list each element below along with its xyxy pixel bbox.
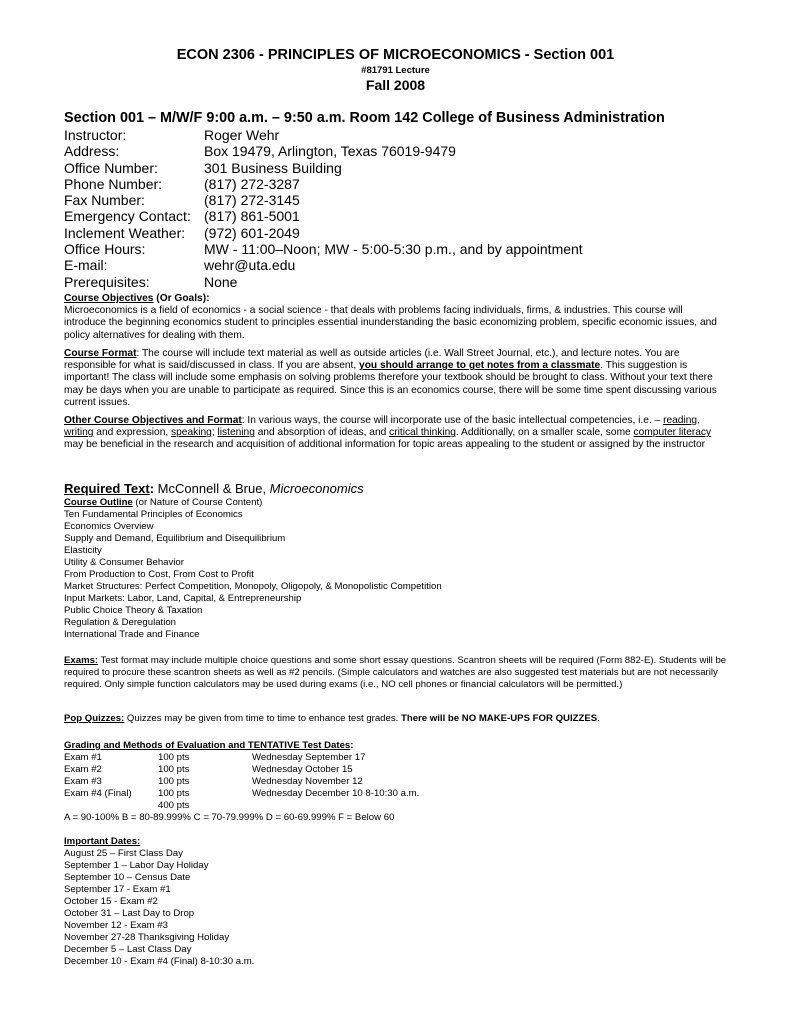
exam-points: 100 pts — [158, 776, 190, 787]
info-label: Prerequisites: — [64, 273, 150, 290]
speaking-term: speaking — [171, 427, 212, 439]
exam-name: Exam #2 — [64, 764, 102, 775]
objectives-text: Microeconomics is a field of economics - a social science - that deals with problems facing individuals, firms, & industries. This course will introduce the beginning economics student to principles essential inunderstanding the basic economizing problem, specific economic issues, and policy alternatives for dealing with them. — [64, 305, 717, 341]
email-value[interactable]: wehr@uta.edu — [204, 257, 296, 274]
course-title: ECON 2306 - PRINCIPLES OF MICROECONOMICS - Section 001 — [176, 47, 615, 63]
outline-heading-rest: (or Nature of Course Content) — [132, 497, 263, 508]
exam-name: Exam #4 (Final) — [64, 788, 132, 799]
exams-heading: Exams: — [64, 655, 99, 666]
format-emphasis: you should arrange to get notes from a classmate — [359, 360, 601, 372]
other-text-3: and absorption of ideas, and — [254, 427, 390, 439]
info-label: Emergency Contact: — [64, 208, 191, 225]
list-item: Input Markets: Labor, Land, Capital, & Entrepreneurship — [64, 593, 302, 604]
info-label: E-mail: — [64, 257, 108, 274]
exam-points: 100 pts — [158, 752, 190, 763]
required-text-authors: McConnell & Brue, — [154, 481, 270, 496]
info-value: (817) 272-3145 — [204, 192, 300, 209]
separator: , — [697, 415, 700, 426]
separator: ; — [211, 427, 218, 439]
list-item: International Trade and Finance — [64, 629, 200, 640]
info-value: 301 Business Building — [204, 159, 342, 176]
required-text-label: Required Text — [64, 481, 150, 496]
info-label: Fax Number: — [64, 192, 145, 209]
format-text-2: . This suggestion is important! The class will include some emphasis on solving problems therefore your textbook should be brought to class. Without your text there may be days when you are unable to participate as required. Since this is an economics course, there will be some time spent discussing various current issues. — [64, 360, 717, 408]
info-label: Instructor: — [64, 127, 127, 143]
quizzes-bold: There will be NO MAKE-UPS FOR QUIZZES — [400, 713, 598, 724]
info-label: Phone Number: — [64, 175, 163, 192]
format-text: : The course will include text material as well as outside articles (i.e. Wall Street Journal, etc.), and lecture notes. You are responsible for what is said/discussed in class. If you are absent, — [64, 348, 680, 372]
outline-heading: Course Outline — [64, 497, 133, 508]
objectives-section — [64, 293, 726, 342]
list-item: October 15 - Exam #2 — [64, 896, 158, 907]
info-value: MW - 11:00–Noon; MW - 5:00-5:30 p.m., and by appointment — [204, 241, 583, 258]
info-value: (817) 861-5001 — [204, 208, 300, 225]
required-text-book: Microeconomics — [269, 481, 364, 496]
list-item: Public Choice Theory & Taxation — [64, 605, 203, 616]
important-dates-heading: Important Dates: — [64, 836, 141, 847]
info-value: None — [204, 273, 238, 290]
info-label: Inclement Weather: — [64, 224, 186, 241]
info-value: Roger Wehr — [204, 127, 280, 143]
critical-thinking-term: critical thinking — [389, 427, 456, 439]
exam-date: Wednesday November 12 — [252, 776, 363, 787]
list-item: October 31 – Last Day to Drop — [64, 908, 195, 919]
list-item: Utility & Consumer Behavior — [64, 557, 184, 568]
writing-term: writing — [64, 427, 94, 439]
grade-scale-text: A = 90-100% B = 80-89.999% C = 70-79.999% D = 60-69.999% F = Below 60 — [64, 812, 395, 823]
list-item: Regulation & Deregulation — [64, 617, 177, 628]
objectives-heading: Course Objectives — [64, 293, 154, 304]
info-value: (817) 272-3287 — [204, 175, 300, 192]
other-heading: Other Course Objectives and Format — [64, 415, 242, 426]
list-item: August 25 – First Class Day — [64, 848, 183, 859]
exams-section — [64, 655, 734, 691]
exams-text: Test format may include multiple choice questions and some short essay questions. Scantron sheets will be required (Form 882-E). Students will be required to procure these scantron sheets as well as #2 pencils. (Simple calculators and watches are also suggested test materials but are not necessarily required. Only simple function calculators may be used during exams (i.e., NO cell phones or financial calculators will be permitted.) — [64, 655, 727, 690]
list-item: Market Structures: Perfect Competition, Monopoly, Oligopoly, & Monopolistic Competition — [64, 581, 442, 592]
listening-term: listening — [217, 427, 255, 439]
other-text-2: and expression, — [93, 427, 172, 439]
format-section — [64, 348, 726, 409]
quizzes-section — [64, 713, 734, 725]
list-item: Economics Overview — [64, 521, 154, 532]
other-text-4: . Additionally, on a smaller scale, some — [455, 427, 634, 439]
outline-heading-row — [64, 497, 442, 509]
list-item: November 27-28 Thanksgiving Holiday — [64, 932, 230, 943]
other-text-5: may be beneficial in the research and acquisition of additional information for topic areas appealing to the student or assigned by the instructor — [64, 439, 706, 451]
info-label: Office Hours: — [64, 241, 146, 258]
other-objectives-section — [64, 415, 726, 452]
course-outline — [64, 497, 442, 641]
objectives-heading-rest: (Or Goals): — [153, 293, 210, 304]
grading-heading-row — [64, 740, 734, 752]
list-item: September 1 – Labor Day Holiday — [64, 860, 209, 871]
exam-date: Wednesday December 10 8-10:30 a.m. — [252, 788, 420, 799]
total-points: 400 pts — [158, 800, 190, 811]
info-value: (972) 601-2049 — [204, 224, 300, 241]
grading-heading-colon: : — [350, 740, 354, 751]
list-item: Ten Fundamental Principles of Economics — [64, 509, 243, 520]
info-label: Office Number: — [64, 159, 158, 176]
exam-date: Wednesday September 17 — [252, 752, 366, 763]
required-text-colon: : — [149, 481, 155, 496]
list-item: December 5 – Last Class Day — [64, 944, 192, 955]
section-line: Section 001 – M/W/F 9:00 a.m. – 9:50 a.m. Room 142 College of Business Administration — [64, 110, 665, 126]
grading-heading: Grading and Methods of Evaluation and TENTATIVE Test Dates — [64, 740, 351, 751]
info-label: Address: — [64, 143, 120, 160]
exam-name: Exam #1 — [64, 752, 102, 763]
exam-points: 100 pts — [158, 788, 190, 799]
format-heading: Course Format — [64, 348, 137, 359]
quizzes-end: . — [597, 713, 600, 724]
computer-literacy-term: computer literacy — [633, 427, 712, 439]
reading-term: reading — [663, 415, 698, 426]
quizzes-text: Quizzes may be given from time to time to enhance test grades. — [124, 713, 401, 724]
course-term: Fall 2008 — [365, 77, 426, 93]
exam-name: Exam #3 — [64, 776, 102, 787]
exam-points: 100 pts — [158, 764, 190, 775]
list-item: November 12 - Exam #3 — [64, 920, 168, 931]
other-text: : In various ways, the course will incorporate use of the basic intellectual competencies, i.e. – — [241, 415, 664, 426]
list-item: Elasticity — [64, 545, 102, 556]
quizzes-heading: Pop Quizzes: — [64, 713, 125, 724]
list-item: September 10 – Census Date — [64, 872, 191, 883]
info-value: Box 19479, Arlington, Texas 76019-9479 — [204, 143, 456, 160]
important-dates — [64, 836, 254, 968]
required-text — [64, 481, 364, 496]
course-subtitle: #81791 Lecture — [361, 65, 430, 76]
list-item: Supply and Demand, Equilibrium and Disequilibrium — [64, 533, 286, 544]
list-item: From Production to Cost, From Cost to Profit — [64, 569, 254, 580]
exam-date: Wednesday October 15 — [252, 764, 353, 775]
list-item: December 10 - Exam #4 (Final) 8-10:30 a.m. — [64, 956, 255, 967]
list-item: September 17 - Exam #1 — [64, 884, 171, 895]
